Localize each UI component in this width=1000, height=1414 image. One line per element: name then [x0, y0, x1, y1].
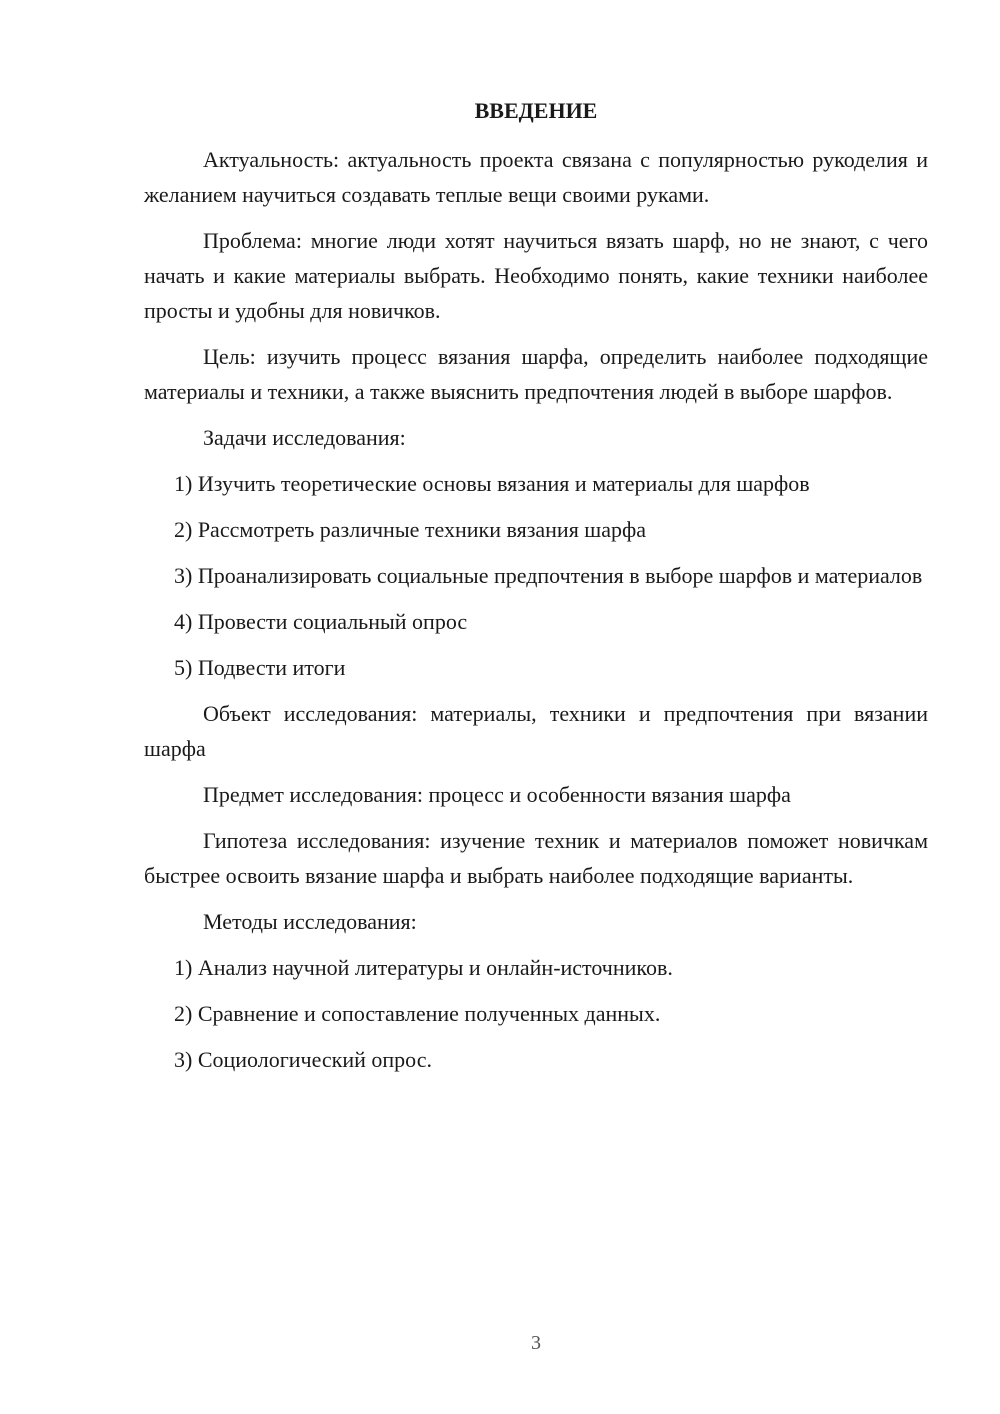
- method-item-3: 3) Социологический опрос.: [174, 1047, 432, 1072]
- task-item-1: 1) Изучить теоретические основы вязания и материалы для шарфов: [174, 471, 810, 496]
- section-body: [144, 142, 928, 1088]
- hypothesis-paragraph: Гипотеза исследования: изучение техник и материалов поможет новичкам быстрее освоить вязание шарфа и выбрать наиболее подходящие варианты.: [144, 828, 928, 888]
- goal-paragraph: Цель: изучить процесс вязания шарфа, определить наиболее подходящие материалы и техники, а также выяснить предпочтения людей в выборе шарфов.: [144, 344, 928, 404]
- relevance-paragraph: Актуальность: актуальность проекта связана с популярностью рукоделия и желанием научиться создавать теплые вещи своими руками.: [144, 147, 928, 207]
- task-item-5: 5) Подвести итоги: [174, 655, 346, 680]
- page-number: 3: [531, 1332, 541, 1354]
- method-item-1: 1) Анализ научной литературы и онлайн-источников.: [174, 955, 673, 980]
- problem-paragraph: Проблема: многие люди хотят научиться вязать шарф, но не знают, с чего начать и какие материалы выбрать. Необходимо понять, какие техники наиболее просты и удобны для новичков.: [144, 228, 928, 323]
- task-item-4: 4) Провести социальный опрос: [174, 609, 468, 634]
- tasks-heading: Задачи исследования:: [203, 425, 406, 450]
- methods-heading: Методы исследования:: [203, 909, 417, 934]
- subject-paragraph: Предмет исследования: процесс и особенности вязания шарфа: [203, 782, 791, 807]
- task-item-2: 2) Рассмотреть различные техники вязания шарфа: [174, 517, 647, 542]
- section-title: ВВЕДЕНИЕ: [474, 98, 598, 123]
- object-paragraph: Объект исследования: материалы, техники и предпочтения при вязании шарфа: [144, 701, 928, 761]
- task-item-3: 3) Проанализировать социальные предпочтения в выборе шарфов и материалов: [174, 563, 923, 588]
- method-item-2: 2) Сравнение и сопоставление полученных данных.: [174, 1001, 661, 1026]
